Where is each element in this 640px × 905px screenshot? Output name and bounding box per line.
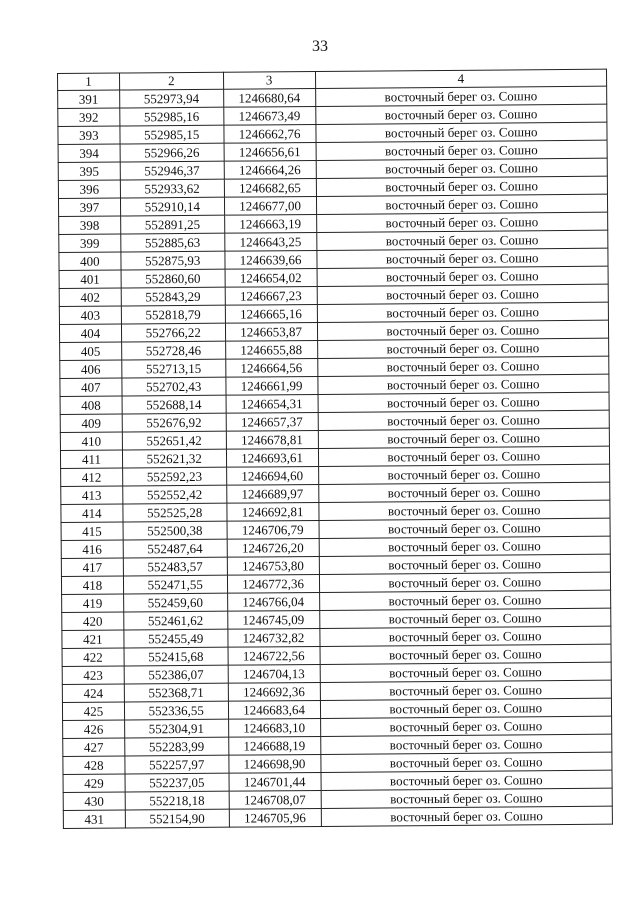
y-coordinate-cell: 1246706,79 (227, 520, 319, 539)
y-coordinate-cell: 1246692,36 (228, 682, 320, 701)
y-coordinate-cell: 1246745,09 (227, 610, 319, 629)
point-number-cell: 418 (61, 576, 123, 594)
x-coordinate-cell: 552966,26 (120, 143, 224, 162)
description-cell: восточный берег оз. Сошно (318, 464, 610, 484)
x-coordinate-cell: 552415,68 (124, 647, 228, 666)
description-cell: восточный берег оз. Сошно (316, 158, 608, 178)
x-coordinate-cell: 552702,43 (122, 377, 226, 396)
point-number-cell: 424 (62, 684, 124, 702)
table-body (58, 86, 613, 828)
description-cell: восточный берег оз. Сошно (318, 482, 610, 502)
y-coordinate-cell: 1246698,90 (229, 754, 321, 773)
point-number-cell: 399 (59, 234, 121, 252)
x-coordinate-cell: 552487,64 (123, 539, 227, 558)
page-number: 33 (312, 38, 328, 55)
point-number-cell: 403 (59, 306, 121, 324)
column-header-3: 3 (223, 71, 315, 89)
y-coordinate-cell: 1246704,13 (228, 664, 320, 683)
description-cell: восточный берег оз. Сошно (317, 356, 609, 376)
x-coordinate-cell: 552552,42 (123, 485, 227, 504)
y-coordinate-cell: 1246753,80 (227, 556, 319, 575)
y-coordinate-cell: 1246664,56 (225, 358, 317, 377)
description-cell: восточный берег оз. Сошно (317, 266, 609, 286)
y-coordinate-cell: 1246708,07 (229, 790, 321, 809)
description-cell: восточный берег оз. Сошно (319, 572, 611, 592)
description-cell: восточный берег оз. Сошно (320, 680, 612, 700)
y-coordinate-cell: 1246667,23 (225, 286, 317, 305)
description-cell: восточный берег оз. Сошно (320, 752, 612, 772)
y-coordinate-cell: 1246726,20 (227, 538, 319, 557)
x-coordinate-cell: 552728,46 (121, 341, 225, 360)
point-number-cell: 391 (58, 90, 120, 108)
y-coordinate-cell: 1246661,99 (226, 376, 318, 395)
point-number-cell: 404 (59, 324, 121, 342)
point-number-cell: 398 (59, 216, 121, 234)
x-coordinate-cell: 552891,25 (120, 215, 224, 234)
y-coordinate-cell: 1246677,00 (224, 196, 316, 215)
point-number-cell: 415 (61, 522, 123, 540)
x-coordinate-cell: 552257,97 (125, 755, 229, 774)
y-coordinate-cell: 1246665,16 (225, 304, 317, 323)
y-coordinate-cell: 1246683,64 (228, 700, 320, 719)
x-coordinate-cell: 552688,14 (122, 395, 226, 414)
description-cell: восточный берег оз. Сошно (316, 176, 608, 196)
point-number-cell: 406 (60, 360, 122, 378)
point-number-cell: 410 (60, 432, 122, 450)
y-coordinate-cell: 1246701,44 (229, 772, 321, 791)
y-coordinate-cell: 1246653,87 (225, 322, 317, 341)
x-coordinate-cell: 552985,16 (120, 107, 224, 126)
y-coordinate-cell: 1246654,02 (225, 268, 317, 287)
y-coordinate-cell: 1246654,31 (226, 394, 318, 413)
description-cell: восточный берег оз. Сошно (321, 788, 613, 808)
y-coordinate-cell: 1246643,25 (224, 232, 316, 251)
description-cell: восточный берег оз. Сошно (315, 104, 607, 124)
x-coordinate-cell: 552455,49 (124, 629, 228, 648)
x-coordinate-cell: 552946,37 (120, 161, 224, 180)
point-number-cell: 414 (61, 504, 123, 522)
x-coordinate-cell: 552766,22 (121, 323, 225, 342)
point-number-cell: 395 (58, 162, 120, 180)
x-coordinate-cell: 552500,38 (123, 521, 227, 540)
y-coordinate-cell: 1246664,26 (224, 160, 316, 179)
x-coordinate-cell: 552336,55 (124, 701, 228, 720)
description-cell: восточный берег оз. Сошно (320, 716, 612, 736)
point-number-cell: 431 (63, 810, 125, 828)
description-cell: восточный берег оз. Сошно (315, 86, 607, 106)
column-header-4: 4 (315, 69, 607, 88)
point-number-cell: 397 (58, 198, 120, 216)
point-number-cell: 419 (62, 594, 124, 612)
description-cell: восточный берег оз. Сошно (318, 392, 610, 412)
description-cell: восточный берег оз. Сошно (320, 698, 612, 718)
description-cell: восточный берег оз. Сошно (318, 446, 610, 466)
y-coordinate-cell: 1246682,65 (224, 178, 316, 197)
point-number-cell: 423 (62, 666, 124, 684)
y-coordinate-cell: 1246705,96 (229, 808, 321, 827)
description-cell: восточный берег оз. Сошно (319, 590, 611, 610)
point-number-cell: 412 (61, 468, 123, 486)
y-coordinate-cell: 1246657,37 (226, 412, 318, 431)
point-number-cell: 425 (62, 702, 124, 720)
x-coordinate-cell: 552818,79 (121, 305, 225, 324)
x-coordinate-cell: 552283,99 (125, 737, 229, 756)
y-coordinate-cell: 1246673,49 (223, 106, 315, 125)
point-number-cell: 411 (60, 450, 122, 468)
description-cell: восточный берег оз. Сошно (317, 302, 609, 322)
description-cell: восточный берег оз. Сошно (318, 500, 610, 520)
x-coordinate-cell: 552368,71 (124, 683, 228, 702)
description-cell: восточный берег оз. Сошно (320, 734, 612, 754)
x-coordinate-cell: 552218,18 (125, 791, 229, 810)
y-coordinate-cell: 1246766,04 (227, 592, 319, 611)
description-cell: восточный берег оз. Сошно (317, 320, 609, 340)
point-number-cell: 392 (58, 108, 120, 126)
x-coordinate-cell: 552304,91 (124, 719, 228, 738)
x-coordinate-cell: 552973,94 (119, 89, 223, 108)
x-coordinate-cell: 552592,23 (122, 467, 226, 486)
point-number-cell: 408 (60, 396, 122, 414)
point-number-cell: 396 (58, 180, 120, 198)
y-coordinate-cell: 1246678,81 (226, 430, 318, 449)
description-cell: восточный берег оз. Сошно (316, 212, 608, 232)
point-number-cell: 428 (63, 756, 125, 774)
y-coordinate-cell: 1246663,19 (224, 214, 316, 233)
point-number-cell: 394 (58, 144, 120, 162)
y-coordinate-cell: 1246688,19 (228, 736, 320, 755)
description-cell: восточный берег оз. Сошно (319, 608, 611, 628)
x-coordinate-cell: 552461,62 (124, 611, 228, 630)
x-coordinate-cell: 552910,14 (120, 197, 224, 216)
y-coordinate-cell: 1246732,82 (228, 628, 320, 647)
column-header-2: 2 (119, 72, 223, 90)
column-header-1: 1 (58, 73, 120, 90)
x-coordinate-cell: 552885,63 (121, 233, 225, 252)
point-number-cell: 430 (63, 792, 125, 810)
point-number-cell: 402 (59, 288, 121, 306)
point-number-cell: 409 (60, 414, 122, 432)
point-number-cell: 401 (59, 270, 121, 288)
x-coordinate-cell: 552843,29 (121, 287, 225, 306)
coordinates-table (57, 69, 613, 829)
point-number-cell: 426 (63, 720, 125, 738)
x-coordinate-cell: 552676,92 (122, 413, 226, 432)
description-cell: восточный берег оз. Сошно (315, 122, 607, 142)
y-coordinate-cell: 1246662,76 (224, 124, 316, 143)
description-cell: восточный берег оз. Сошно (317, 374, 609, 394)
point-number-cell: 427 (63, 738, 125, 756)
description-cell: восточный берег оз. Сошно (316, 194, 608, 214)
description-cell: восточный берег оз. Сошно (316, 248, 608, 268)
point-number-cell: 422 (62, 648, 124, 666)
x-coordinate-cell: 552386,07 (124, 665, 228, 684)
point-number-cell: 420 (62, 612, 124, 630)
point-number-cell: 421 (62, 630, 124, 648)
x-coordinate-cell: 552985,15 (120, 125, 224, 144)
point-number-cell: 413 (61, 486, 123, 504)
y-coordinate-cell: 1246680,64 (223, 88, 315, 107)
description-cell: восточный берег оз. Сошно (319, 554, 611, 574)
x-coordinate-cell: 552621,32 (122, 449, 226, 468)
y-coordinate-cell: 1246772,36 (227, 574, 319, 593)
table-row (63, 806, 612, 828)
description-cell: восточный берег оз. Сошно (317, 338, 609, 358)
description-cell: восточный берег оз. Сошно (317, 284, 609, 304)
y-coordinate-cell: 1246656,61 (224, 142, 316, 161)
point-number-cell: 400 (59, 252, 121, 270)
description-cell: восточный берег оз. Сошно (316, 140, 608, 160)
x-coordinate-cell: 552459,60 (123, 593, 227, 612)
y-coordinate-cell: 1246655,88 (225, 340, 317, 359)
description-cell: восточный берег оз. Сошно (319, 626, 611, 646)
x-coordinate-cell: 552713,15 (122, 359, 226, 378)
description-cell: восточный берег оз. Сошно (318, 410, 610, 430)
x-coordinate-cell: 552651,42 (122, 431, 226, 450)
point-number-cell: 405 (60, 342, 122, 360)
x-coordinate-cell: 552933,62 (120, 179, 224, 198)
description-cell: восточный берег оз. Сошно (320, 644, 612, 664)
y-coordinate-cell: 1246693,61 (226, 448, 318, 467)
y-coordinate-cell: 1246683,10 (228, 718, 320, 737)
x-coordinate-cell: 552483,57 (123, 557, 227, 576)
description-cell: восточный берег оз. Сошно (316, 230, 608, 250)
y-coordinate-cell: 1246692,81 (227, 502, 319, 521)
x-coordinate-cell: 552875,93 (121, 251, 225, 270)
description-cell: восточный берег оз. Сошно (320, 662, 612, 682)
description-cell: восточный берег оз. Сошно (321, 770, 613, 790)
description-cell: восточный берег оз. Сошно (318, 428, 610, 448)
point-number-cell: 393 (58, 126, 120, 144)
point-number-cell: 417 (61, 558, 123, 576)
x-coordinate-cell: 552471,55 (123, 575, 227, 594)
x-coordinate-cell: 552154,90 (125, 809, 229, 828)
y-coordinate-cell: 1246722,56 (228, 646, 320, 665)
point-number-cell: 416 (61, 540, 123, 558)
x-coordinate-cell: 552860,60 (121, 269, 225, 288)
description-cell: восточный берег оз. Сошно (319, 518, 611, 538)
description-cell: восточный берег оз. Сошно (319, 536, 611, 556)
description-cell: восточный берег оз. Сошно (321, 806, 613, 826)
y-coordinate-cell: 1246639,66 (225, 250, 317, 269)
x-coordinate-cell: 552237,05 (125, 773, 229, 792)
point-number-cell: 429 (63, 774, 125, 792)
y-coordinate-cell: 1246689,97 (226, 484, 318, 503)
point-number-cell: 407 (60, 378, 122, 396)
y-coordinate-cell: 1246694,60 (226, 466, 318, 485)
x-coordinate-cell: 552525,28 (123, 503, 227, 522)
